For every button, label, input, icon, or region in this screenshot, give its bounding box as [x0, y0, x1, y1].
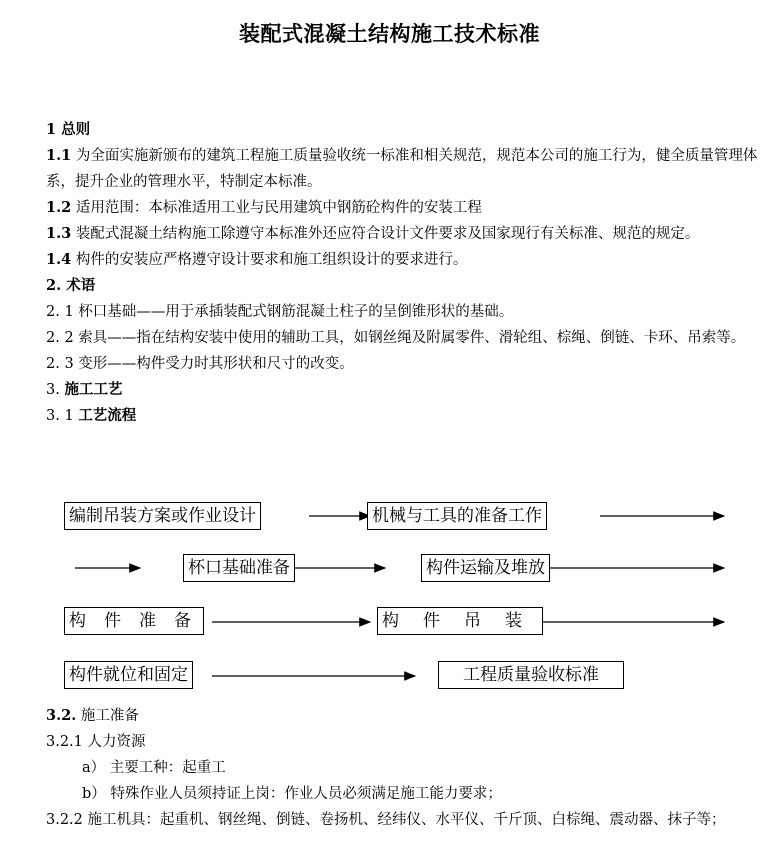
flow-box-quality-acceptance: 工程质量验收标准 [438, 661, 624, 689]
section-title: 术语 [66, 277, 96, 294]
flow-box-component-hoisting: 构件吊装 [377, 607, 543, 635]
flow-box-positioning-fixing: 构件就位和固定 [64, 661, 193, 689]
clause-number: 1.4 [46, 251, 72, 268]
paragraph-2-3: 2. 3 变形——构件受力时其形状和尺寸的改变。 [46, 356, 354, 372]
flow-box-equipment-prep: 机械与工具的准备工作 [367, 502, 547, 530]
clause-text: 构件的安装应严格遵守设计要求和施工组织设计的要求进行。 [75, 252, 468, 268]
clause-text: 为全面实施新颁布的建筑工程施工质量验收统一标准和相关规范，规范本公司的施工行为，健全质量管理体系，提升企业的管理水平，特制定本标准。 [46, 148, 758, 190]
clause-number: 1.1 [46, 147, 72, 164]
paragraph-1-3 [46, 221, 762, 247]
document-body [46, 117, 762, 429]
clause-text: 适用范围：本标准适用工业与民用建筑中钢筋砼构件的安装工程 [75, 200, 482, 216]
subsection-3-2-2: 3.2.2 施工机具：起重机、钢丝绳、倒链、卷扬机、经纬仪、水平仪、千斤顶、白棕绳、震动器、抹子等； [46, 812, 726, 828]
section-heading-3-2 [46, 703, 762, 729]
section-heading-3-1 [46, 403, 762, 429]
section-heading-3 [46, 377, 762, 403]
section-heading-2 [46, 273, 762, 299]
flow-box-transport-stacking: 构件运输及堆放 [421, 554, 550, 582]
section-title: 施工准备 [80, 708, 139, 724]
flow-box-cup-foundation: 杯口基础准备 [183, 554, 295, 582]
section-title: 总则 [61, 121, 91, 138]
paragraph-1-2 [46, 195, 762, 221]
paragraph-2-2: 2. 2 索具——指在结构安装中使用的辅助工具，如钢丝绳及附属零件、滑轮组、棕绳、倒链、卡环、吊索等。 [46, 330, 746, 346]
paragraph-1-4 [46, 247, 762, 273]
clause-number: 1.2 [46, 199, 72, 216]
paragraph-1-1 [46, 143, 762, 195]
flow-box-lifting-plan: 编制吊装方案或作业设计 [64, 502, 261, 530]
section-title: 施工工艺 [64, 381, 123, 398]
section-number: 3. 1 [46, 408, 74, 424]
section-number: 3.2. [46, 707, 77, 724]
construction-prep-section [46, 703, 762, 833]
section-number: 2. [46, 277, 62, 294]
paragraph-2-1: 2. 1 杯口基础——用于承插装配式钢筋混凝土柱子的呈倒锥形状的基础。 [46, 304, 514, 320]
list-item-a: a） 主要工种：起重工 [82, 760, 226, 776]
flow-box-component-prep: 构件准备 [64, 607, 204, 635]
page-title: 装配式混凝土结构施工技术标准 [239, 21, 540, 46]
section-number: 3. [46, 382, 60, 398]
clause-text: 装配式混凝土结构施工除遵守本标准外还应符合设计文件要求及国家现行有关标准、规范的规定。 [75, 226, 700, 242]
clause-number: 1.3 [46, 225, 72, 242]
section-number: 1 [46, 121, 57, 138]
section-title: 工艺流程 [78, 407, 137, 424]
subsection-3-2-1: 3.2.1 人力资源 [46, 734, 146, 750]
section-heading-1 [46, 117, 762, 143]
list-item-b: b） 特殊作业人员须持证上岗：作业人员必须满足施工能力要求； [82, 786, 502, 802]
